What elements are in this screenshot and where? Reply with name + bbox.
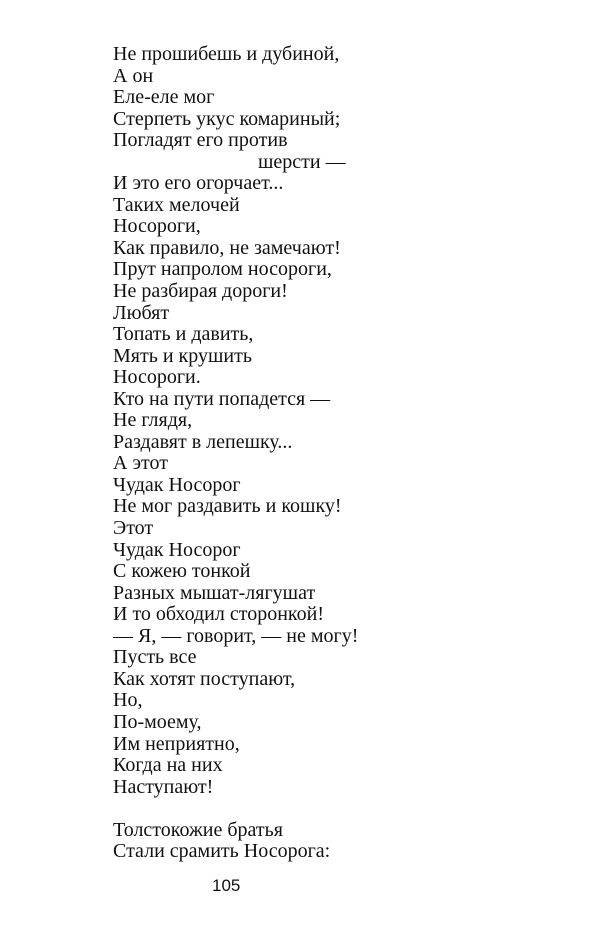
poem-line: По-моему, [113,710,202,733]
poem-line: Не глядя, [113,409,193,432]
poem-line: Таких мелочей [113,193,240,216]
poem-line: Пусть все [113,646,197,669]
poem-line: Толстокожие братья [113,818,283,841]
poem-line: — Я, — говорит, — не могу! [113,624,359,647]
poem-line: Носороги, [113,215,201,238]
poem-line: Им неприятно, [113,732,240,755]
poem-line: Разных мышат-лягушат [113,581,316,604]
poem-line: Прут напролом носороги, [113,258,332,281]
poem-line: Носороги. [113,366,201,389]
poem-line: Чудак Носорог [113,473,241,496]
poem-line: Топать и давить, [113,323,254,346]
poem-line: Еле-еле мог [113,86,215,109]
poem-line: И это его огорчает... [113,172,284,195]
poem-line: шерсти — [258,150,346,173]
poem-line: Стерпеть укус комариный; [113,107,341,130]
poem-line: Этот [113,517,154,540]
poem-line: А он [113,64,154,87]
poem-line: Погладят его против [113,129,288,152]
poem-line: Но, [113,689,143,712]
poem-line: Как правило, не замечают! [113,236,341,259]
page-number: 105 [212,876,241,895]
stanza-gap [113,798,358,820]
poem-line: Стали срамить Носорога: [113,840,331,863]
poem-text [113,44,358,863]
poem-line: Мять и крушить [113,344,252,367]
poem-line: Кто на пути попадется — [113,387,331,410]
poem-line: Не прошибешь и дубиной, [113,43,340,65]
poem-line: Не мог раздавить и кошку! [113,495,342,518]
poem-line: Раздавят в лепешку... [113,430,293,453]
poem-line: Любят [113,301,170,324]
poem-line: А этот [113,452,168,475]
poem-line: Как хотят поступают, [113,667,296,690]
poem-line: Не разбирая дороги! [113,280,288,303]
stanza-1 [113,44,358,798]
poem-line: Наступают! [113,775,214,798]
poem-line: Когда на них [113,754,223,777]
poem-line: Чудак Носорог [113,538,241,561]
stanza-2 [113,820,358,863]
poem-line: И то обходил сторонкой! [113,603,324,626]
poem-line: С кожею тонкой [113,560,251,583]
